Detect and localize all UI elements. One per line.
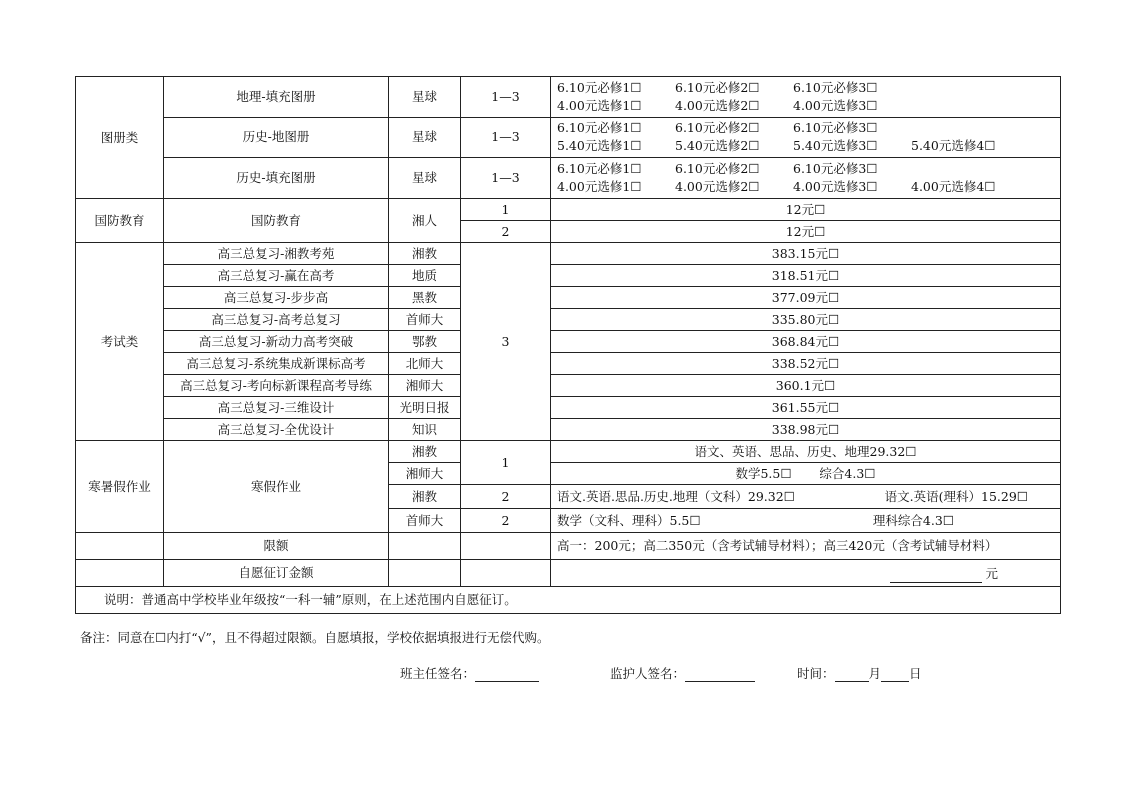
item-grade: 2 [461, 221, 551, 243]
option-checkbox[interactable]: 5.40元选修2☐ [675, 138, 760, 154]
item-name: 高三总复习-全优设计 [164, 419, 389, 441]
option-checkbox[interactable]: 6.10元必修1☐ [557, 161, 642, 177]
item-name: 高三总复习-赢在高考 [164, 265, 389, 287]
price-checkbox[interactable]: 383.15元☐ [551, 243, 1061, 265]
option-checkbox[interactable]: 6.10元必修3☐ [793, 120, 878, 136]
exam-row [76, 287, 1061, 309]
option-checkbox[interactable]: 6.10元必修3☐ [793, 79, 878, 95]
voluntary-amount[interactable] [551, 560, 1061, 587]
price-checkbox-science[interactable]: 语文.英语(理科）15.29☐ [884, 488, 1028, 504]
exam-row [76, 265, 1061, 287]
option-checkbox[interactable]: 6.10元必修3☐ [793, 161, 878, 177]
option-checkbox[interactable]: 6.10元必修1☐ [557, 120, 642, 136]
voluntary-row [76, 560, 1061, 587]
option-checkbox[interactable]: 6.10元必修1☐ [557, 79, 642, 95]
date-field [797, 664, 922, 682]
price-checkbox[interactable]: 318.51元☐ [551, 265, 1061, 287]
option-checkbox[interactable]: 4.00元选修4☐ [911, 179, 996, 195]
item-publisher: 星球 [389, 77, 461, 118]
category-defense: 国防教育 [76, 199, 164, 243]
option-checkbox[interactable]: 4.00元选修1☐ [557, 97, 642, 113]
item-grade: 2 [461, 509, 551, 533]
item-publisher: 鄂教 [389, 331, 461, 353]
exam-row [76, 243, 1061, 265]
option-checkbox[interactable]: 4.00元选修2☐ [675, 97, 760, 113]
day-field[interactable] [881, 666, 909, 682]
option-checkbox[interactable]: 6.10元必修2☐ [675, 161, 760, 177]
option-checkbox[interactable]: 4.00元选修2☐ [675, 179, 760, 195]
item-publisher: 星球 [389, 117, 461, 158]
order-form-table [75, 76, 1061, 614]
category-atlas: 图册类 [76, 77, 164, 199]
guardian-signature-field[interactable] [685, 666, 755, 682]
item-name: 高三总复习-高考总复习 [164, 309, 389, 331]
teacher-signature-label: 班主任签名： [400, 666, 476, 681]
atlas-row-1 [76, 77, 1061, 118]
price-options[interactable] [551, 463, 1061, 485]
price-options[interactable] [551, 509, 1061, 533]
explanation-row [76, 587, 1061, 614]
price-options[interactable] [551, 485, 1061, 509]
exam-row [76, 375, 1061, 397]
atlas-row-2 [76, 117, 1061, 158]
price-checkbox[interactable]: 377.09元☐ [551, 287, 1061, 309]
item-publisher: 北师大 [389, 353, 461, 375]
item-options[interactable] [551, 158, 1061, 199]
item-options[interactable] [551, 117, 1061, 158]
option-checkbox[interactable]: 4.00元选修1☐ [557, 179, 642, 195]
item-grade: 3 [461, 243, 551, 441]
limit-label: 限额 [164, 533, 389, 560]
item-name: 高三总复习-三维设计 [164, 397, 389, 419]
voluntary-amount-input[interactable] [890, 564, 982, 583]
defense-row-1 [76, 199, 1061, 221]
guardian-signature-label: 监护人签名： [610, 666, 686, 681]
item-name: 高三总复习-新动力高考突破 [164, 331, 389, 353]
item-name: 国防教育 [164, 199, 389, 243]
option-checkbox[interactable]: 5.40元选修4☐ [911, 138, 996, 154]
price-checkbox[interactable]: 360.1元☐ [551, 375, 1061, 397]
price-checkbox[interactable]: 338.98元☐ [551, 419, 1061, 441]
option-checkbox[interactable]: 5.40元选修1☐ [557, 138, 642, 154]
price-checkbox[interactable]: 语文、英语、思品、历史、地理29.32☐ [551, 441, 1061, 463]
item-publisher: 黑教 [389, 287, 461, 309]
item-name: 高三总复习-考向标新课程高考导练 [164, 375, 389, 397]
item-publisher: 星球 [389, 158, 461, 199]
teacher-signature-field[interactable] [475, 666, 539, 682]
limit-value: 高一：200元；高二350元（含考试辅导材料）；高三420元（含考试辅导材料） [551, 533, 1061, 560]
explanation-text: 说明：普通高中学校毕业年级按“一科一辅”原则，在上述范围内自愿征订。 [76, 587, 1061, 614]
category-exam: 考试类 [76, 243, 164, 441]
item-name: 高三总复习-系统集成新课标高考 [164, 353, 389, 375]
option-checkbox[interactable]: 6.10元必修2☐ [675, 79, 760, 95]
atlas-row-3 [76, 158, 1061, 199]
date-label: 时间： [797, 666, 835, 681]
item-publisher: 湘教 [389, 441, 461, 463]
voluntary-label: 自愿征订金额 [164, 560, 389, 587]
price-checkbox[interactable]: 12元☐ [551, 199, 1061, 221]
item-name: 地理-填充图册 [164, 77, 389, 118]
holiday-row-1 [76, 441, 1061, 463]
price-checkbox-math[interactable]: 数学5.5☐ [735, 465, 792, 481]
category-holiday: 寒暑假作业 [76, 441, 164, 533]
item-options[interactable] [551, 77, 1061, 118]
option-checkbox[interactable]: 4.00元选修3☐ [793, 179, 878, 195]
guardian-signature [610, 664, 755, 682]
price-checkbox[interactable]: 335.80元☐ [551, 309, 1061, 331]
price-checkbox-general[interactable]: 综合4.3☐ [819, 465, 876, 481]
remark-text: 备注：同意在☐内打“√”，且不得超过限额。自愿填报，学校依据填报进行无偿代购。 [80, 630, 550, 645]
item-grade: 1—3 [461, 117, 551, 158]
item-name: 历史-填充图册 [164, 158, 389, 199]
item-grade: 1—3 [461, 77, 551, 118]
item-publisher: 湘教 [389, 485, 461, 509]
month-field[interactable] [835, 666, 869, 682]
exam-row [76, 397, 1061, 419]
month-label: 月 [868, 666, 882, 681]
option-checkbox[interactable]: 4.00元选修3☐ [793, 97, 878, 113]
exam-row [76, 419, 1061, 441]
price-checkbox-math[interactable]: 数学（文科、理科）5.5☐ [557, 512, 701, 528]
exam-row [76, 353, 1061, 375]
teacher-signature [400, 664, 539, 682]
voluntary-unit: 元 [985, 565, 998, 581]
item-name: 历史-地图册 [164, 117, 389, 158]
price-checkbox[interactable]: 361.55元☐ [551, 397, 1061, 419]
item-name: 高三总复习-湘教考苑 [164, 243, 389, 265]
item-publisher: 首师大 [389, 509, 461, 533]
item-grade: 1 [461, 199, 551, 221]
day-label: 日 [909, 666, 922, 681]
exam-row [76, 309, 1061, 331]
item-publisher: 湘师大 [389, 463, 461, 485]
item-publisher: 光明日报 [389, 397, 461, 419]
item-publisher: 地质 [389, 265, 461, 287]
option-checkbox[interactable]: 6.10元必修2☐ [675, 120, 760, 136]
item-publisher: 湘人 [389, 199, 461, 243]
option-checkbox[interactable]: 5.40元选修3☐ [793, 138, 878, 154]
price-checkbox-science-general[interactable]: 理科综合4.3☐ [872, 512, 954, 528]
price-checkbox[interactable]: 368.84元☐ [551, 331, 1061, 353]
exam-row [76, 331, 1061, 353]
item-grade: 1 [461, 441, 551, 485]
item-grade: 2 [461, 485, 551, 509]
item-publisher: 首师大 [389, 309, 461, 331]
item-grade: 1—3 [461, 158, 551, 199]
price-checkbox-arts[interactable]: 语文.英语.思品.历史.地理（文科）29.32☐ [557, 488, 795, 504]
item-publisher: 湘教 [389, 243, 461, 265]
price-checkbox[interactable]: 12元☐ [551, 221, 1061, 243]
price-checkbox[interactable]: 338.52元☐ [551, 353, 1061, 375]
item-name: 寒假作业 [164, 441, 389, 533]
item-publisher: 知识 [389, 419, 461, 441]
item-name: 高三总复习-步步高 [164, 287, 389, 309]
limit-row [76, 533, 1061, 560]
item-publisher: 湘师大 [389, 375, 461, 397]
